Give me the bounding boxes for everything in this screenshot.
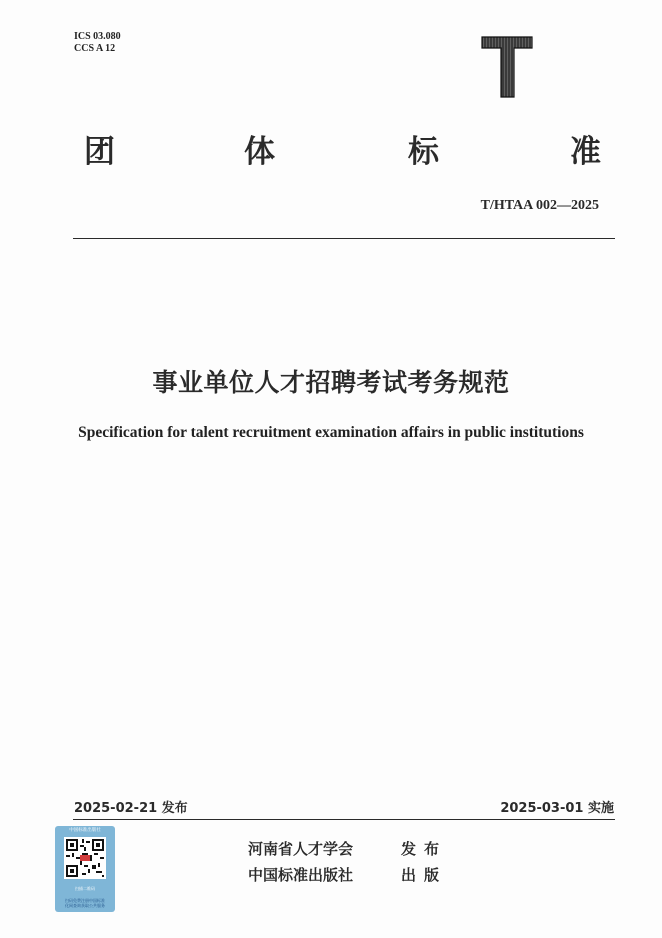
qr-code-card[interactable] (55, 826, 115, 912)
publisher-row (248, 838, 468, 864)
document-title-chinese: 事业单位人才招聘考试考务规范 (152, 368, 510, 397)
qr-caption-line: 化网查询获取公共服务 (65, 903, 105, 908)
category-char-3: 标 (408, 134, 439, 170)
qr-card-caption (55, 898, 115, 908)
publisher-role: 出版 (401, 866, 448, 884)
qr-scan-label: 扫描二维码 (75, 886, 95, 891)
classification-codes (74, 31, 121, 55)
ccs-code: CCS A 12 (74, 43, 116, 54)
qr-code-icon[interactable] (64, 837, 106, 879)
ics-code: ICS 03.080 (74, 31, 121, 42)
qr-caption-line: 扫码免费注册中国标准 (65, 898, 105, 903)
publisher-row (248, 864, 468, 890)
bottom-divider (73, 819, 615, 820)
publishers-block (248, 838, 468, 890)
top-divider (73, 238, 615, 239)
category-char-4: 准 (570, 134, 601, 170)
implementation-date: 2025-03-01 实施 (500, 801, 614, 816)
standard-type-logo (480, 35, 534, 99)
publisher-role: 发布 (401, 840, 448, 858)
category-char-2: 体 (244, 134, 275, 170)
document-title-english: Specification for talent recruitment examination affairs in public institutions (78, 424, 584, 441)
issue-date: 2025-02-21 发布 (74, 801, 188, 816)
standard-category-title (84, 132, 608, 172)
category-char-1: 团 (84, 134, 115, 170)
publisher-org: 河南省人才学会 (248, 840, 354, 858)
standard-number: T/HTAA 002—2025 (480, 198, 599, 213)
publisher-org: 中国标准出版社 (248, 866, 354, 884)
qr-card-header: 中国标准出版社 (69, 828, 101, 833)
